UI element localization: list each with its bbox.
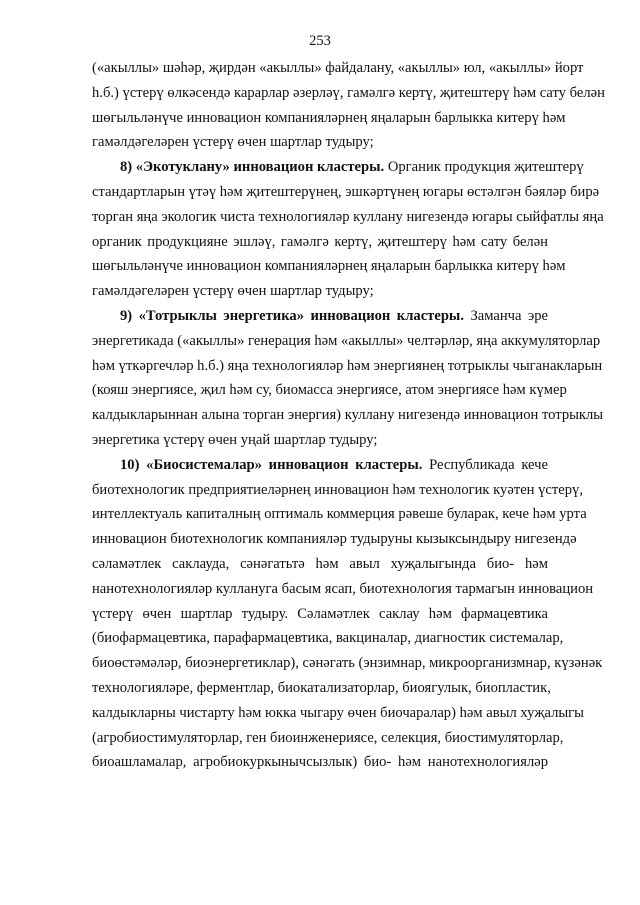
- text-line: [92, 180, 600, 205]
- text-line: [92, 478, 584, 503]
- line-text: һ.б.) үстерү өлкәсендә карарлар әзерләү, гамәлгә кертү, җитештерү һәм сату белән: [92, 84, 605, 101]
- text-line: [92, 626, 564, 651]
- text-line: [92, 403, 604, 428]
- text-line: [92, 651, 603, 676]
- line-text: («акыллы» шәһәр, җирдән «акыллы» файдалану, «акыллы» юл, «акыллы» йорт: [92, 60, 584, 76]
- line-text: энергетика үстерү өчен уңай шартлар тудыру;: [92, 431, 378, 448]
- line-text: Заманча эре: [463, 307, 548, 324]
- line-text: шөгыльләнүче инновацион компанияләрнең яңаларын барлыкка китерү һәм: [92, 258, 566, 275]
- line-text: технологияләре, ферментлар, биокатализаторлар, биоягулык, биопластик,: [92, 679, 551, 696]
- line-text: стандартларын үтәү һәм җитештерүнең, эшкәртүнең югары өстәлгән бәяләр бирә: [92, 183, 600, 200]
- line-text: биотехнологик предприятиеләрнең инновацион һәм технологик куәтен үстерү,: [92, 481, 584, 498]
- page-number: 253: [309, 33, 331, 49]
- body-text: [92, 56, 605, 775]
- text-line: [92, 602, 548, 627]
- text-line: [92, 205, 604, 230]
- line-text: калдыкларыннан алына торган энергия) куллану нигезендә инновацион тотрыклы: [92, 407, 604, 424]
- line-text: калдыкларны чистарту һәм юкка чыгару өчен биочаралар) һәм авыл хуҗалыгы: [92, 704, 584, 721]
- text-line: [92, 552, 548, 577]
- text-line: [92, 701, 584, 726]
- bold-heading: 8) «Экотуклану» инновацион кластеры.: [120, 159, 385, 176]
- line-text: органик продукцияне эшләү, гамәлгә кертү, җитештерү һәм сату белән: [92, 233, 548, 250]
- text-line: [92, 81, 605, 106]
- text-line: [92, 453, 548, 478]
- line-text: һәм үткәргечләр һ.б.) яңа технологияләр һәм энергиянең тотрыклы чыганакларын: [92, 357, 603, 374]
- text-line: [92, 502, 587, 527]
- line-text: нанотехнологияләр куллануга басым ясап, биотехнология тармагын инновацион: [92, 580, 594, 597]
- text-line: [92, 230, 548, 255]
- bold-heading: 10) «Биосистемалар» инновацион кластеры.: [120, 456, 423, 473]
- line-text: биоашламалар, агробиокуркынычсызлык) био- һәм нанотехнологияләр: [92, 754, 548, 771]
- text-line: [92, 329, 601, 354]
- text-line: [92, 726, 564, 751]
- text-line: [92, 155, 584, 180]
- line-text: (кояш энергиясе, җил һәм су, биомасса энергиясе, атом энергиясе һәм күмер: [92, 382, 567, 399]
- text-line: [92, 130, 548, 155]
- line-text: Органик продукция җитештерү: [384, 159, 584, 176]
- bold-heading: 9) «Тотрыклы энергетика» инновацион кластеры.: [120, 307, 464, 324]
- line-text: биоөстәмәләр, биоэнергетиклар), сәнәгать (энзимнар, микроорганизмнар, күзәнәк: [92, 655, 603, 672]
- line-text: шөгыльләнүче инновацион компанияләрнең яңаларын барлыкка китерү һәм: [92, 109, 566, 126]
- line-text: (биофармацевтика, парафармацевтика, вакциналар, диагностик системалар,: [92, 630, 564, 647]
- text-line: [92, 106, 566, 131]
- text-line: [92, 428, 548, 453]
- line-text: энергетикада («акыллы» генерация һәм «акыллы» челтәрләр, яңа аккумуляторлар: [92, 332, 601, 349]
- text-line: [92, 750, 548, 775]
- text-line: [92, 354, 603, 379]
- text-line: [92, 676, 551, 701]
- line-text: (агробиостимуляторлар, ген биоинженериясе, селекция, биостимуляторлар,: [92, 729, 564, 746]
- text-line: [92, 378, 567, 403]
- line-text: Республикада кече: [422, 456, 548, 473]
- line-text: сәламәтлек саклауда, сәнәгатьтә һәм авыл хуҗалыгында био- һәм: [92, 555, 548, 572]
- line-text: үстерү өчен шартлар тудыру. Сәламәтлек саклау һәм фармацевтика: [92, 605, 548, 622]
- text-line: [92, 56, 584, 81]
- line-text: гамәлдәгеләрен үстерү өчен шартлар тудыру;: [92, 283, 374, 300]
- line-text: торган яңа экологик чиста технологияләр куллану нигезендә югары сыйфатлы яңа: [92, 208, 604, 225]
- text-line: [92, 304, 548, 329]
- line-text: интеллектуаль капиталның оптималь коммерция рәвеше буларак, кече һәм урта: [92, 506, 587, 523]
- text-line: [92, 279, 548, 304]
- text-line: [92, 577, 594, 602]
- line-text: гамәлдәгеләрен үстерү өчен шартлар тудыру;: [92, 134, 374, 151]
- text-line: [92, 527, 577, 552]
- text-line: [92, 254, 566, 279]
- line-text: инновацион биотехнологик компанияләр тудыруны кызыксындыру нигезендә: [92, 531, 577, 548]
